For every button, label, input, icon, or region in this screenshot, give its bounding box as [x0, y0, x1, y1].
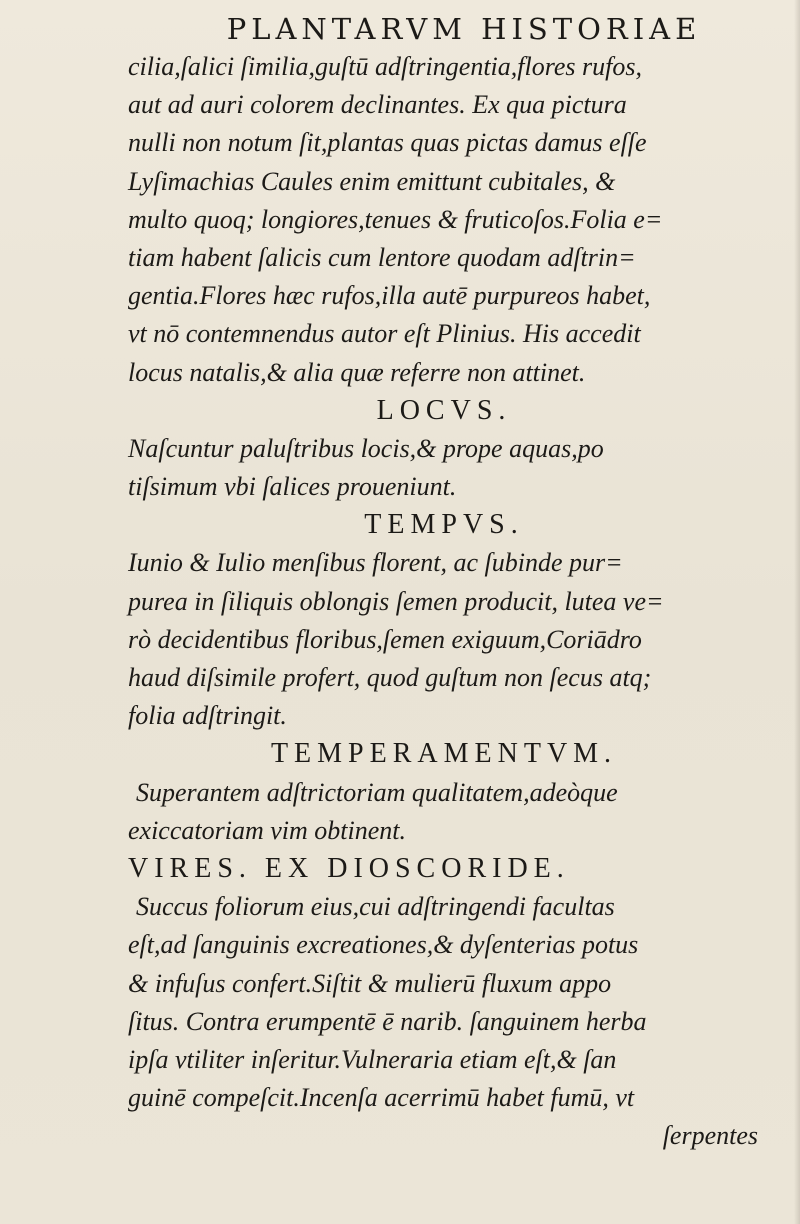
- temperamentum-paragraph: [128, 774, 760, 850]
- text-line: Superantem adſtrictoriam qualitatem,adeòque: [136, 777, 618, 807]
- text-line: locus natalis,& alia quæ referre non attinet.: [128, 357, 586, 387]
- text-line: Iunio & Iulio menſibus florent, ac ſubinde pur=: [128, 548, 623, 578]
- text-line: purea in ſiliquis oblongis ſemen producit, lutea ve=: [128, 586, 664, 616]
- text-line: & infuſus confert.Siſtit & mulierū fluxum appo: [128, 968, 612, 998]
- text-line: haud diſsimile profert, quod guſtum non ſecus atq;: [128, 663, 652, 692]
- section-heading-locus: LOCVS.: [376, 394, 512, 426]
- vires-paragraph: [128, 888, 760, 1117]
- text-line: tiam habent ſalicis cum lentore quodam adſtrin=: [128, 242, 636, 272]
- text-line: Lyſimachias Caules enim emittunt cubitales, &: [128, 166, 616, 196]
- text-line: Naſcuntur paluſtribus locis,& prope aquas,po: [128, 433, 604, 463]
- tempus-paragraph: [128, 544, 760, 735]
- text-line: multo quoq; longiores,tenues & fruticoſos.Folia e=: [128, 204, 663, 234]
- text-line: aut ad auri colorem declinantes. Ex qua pictura: [128, 90, 627, 120]
- text-line: guinē compeſcit.Incenſa acerrimū habet fumū, vt: [128, 1083, 635, 1113]
- text-line: ipſa vtiliter inſeritur.Vulneraria etiam eſt,& ſan: [128, 1044, 617, 1074]
- text-line: folia adſtringit.: [128, 701, 287, 731]
- page-edge-shadow: [794, 0, 800, 1224]
- intro-paragraph: [128, 48, 760, 392]
- running-header: PLANTARVM HISTORIAE: [226, 12, 702, 46]
- section-heading-vires: VIRES. EX DIOSCORIDE.: [128, 852, 570, 884]
- text-line: nulli non notum ſit,plantas quas pictas damus eſſe: [128, 128, 647, 158]
- section-heading-tempus: TEMPVS.: [364, 509, 524, 541]
- text-line: cilia,ſalici ſimilia,guſtū adſtringentia,flores rufos,: [128, 52, 642, 81]
- locus-paragraph: [128, 430, 760, 506]
- catchword: ſerpentes: [662, 1121, 758, 1151]
- text-line: gentia.Flores hæc rufos,illa autē purpureos habet,: [128, 281, 651, 311]
- text-line: Succus foliorum eius,cui adſtringendi facultas: [136, 892, 615, 922]
- text-line: tiſsimum vbi ſalices proueniunt.: [128, 472, 457, 502]
- text-line: ſitus. Contra erumpentē ē narib. ſanguinem herba: [128, 1006, 647, 1036]
- text-line: exiccatoriam vim obtinent.: [128, 815, 406, 845]
- text-line: vt nō contemnendus autor eſt Plinius. His accedit: [128, 319, 641, 349]
- section-heading-temperamentum: TEMPERAMENTVM.: [270, 738, 618, 770]
- text-line: rò decidentibus floribus,ſemen exiguum,Coriādro: [128, 624, 642, 654]
- text-line: eſt,ad ſanguinis excreationes,& dyſenterias potus: [128, 930, 639, 960]
